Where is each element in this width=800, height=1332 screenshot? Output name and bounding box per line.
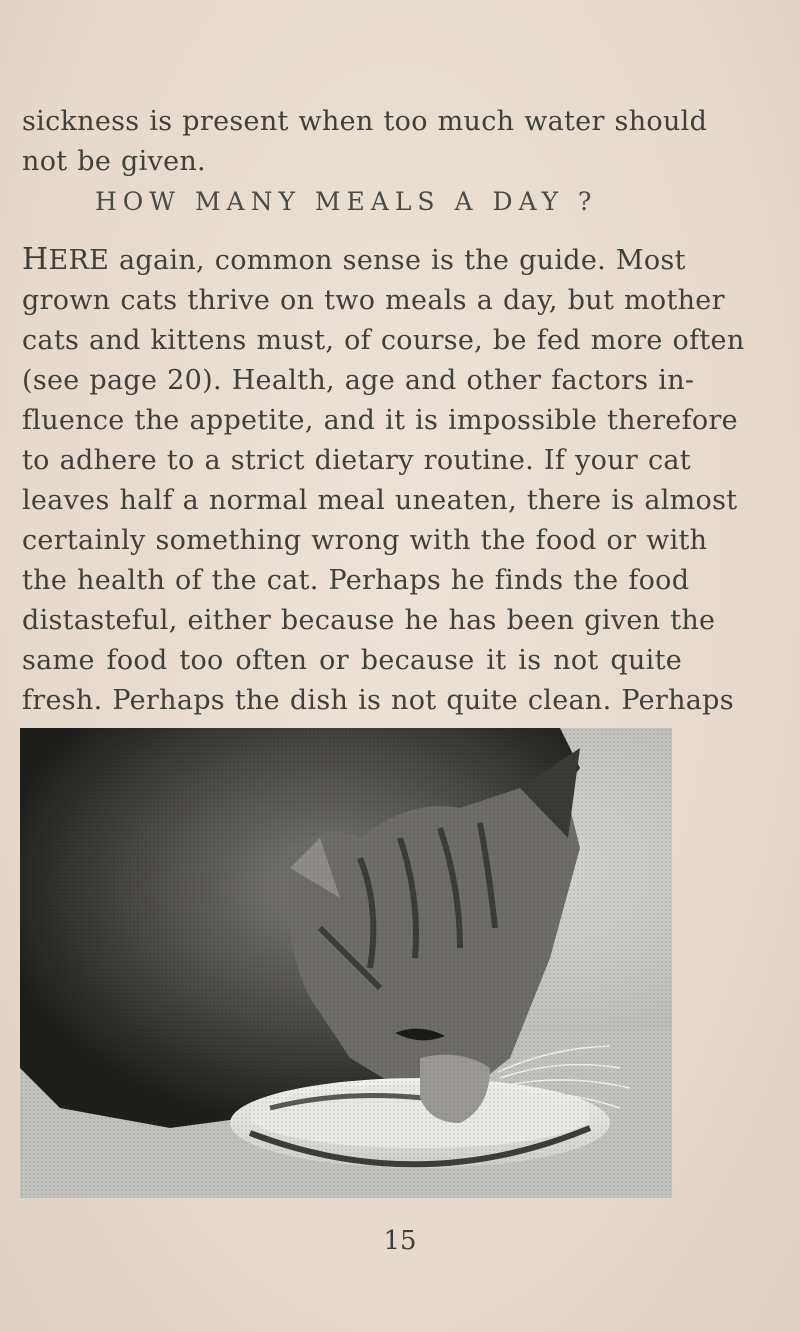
text-line: not be given. [22, 146, 206, 177]
text-line: to adhere to a strict dietary routine. If your cat [22, 445, 691, 476]
text-line: sickness is present when too much water should [22, 106, 708, 137]
halftone-texture [20, 728, 672, 1198]
text-line: cats and kittens must, of course, be fed more often [22, 325, 745, 356]
smallcaps-word: ERE [48, 245, 110, 276]
text-line: distasteful, either because he has been given the [22, 605, 716, 636]
text-line: the health of the cat. Perhaps he finds the food [22, 565, 690, 596]
text-line: fluence the appetite, and it is impossible therefore [22, 405, 738, 436]
text-line: grown cats thrive on two meals a day, but mother [22, 285, 725, 316]
text-line: certainly something wrong with the food or with [22, 525, 708, 556]
page-number: 15 [383, 1226, 417, 1256]
text-line-first [22, 240, 686, 281]
text-line: fresh. Perhaps the dish is not quite clean. Perhaps [22, 685, 734, 716]
section-heading: HOW MANY MEALS A DAY ? [95, 187, 598, 216]
cat-drinking-milk-illustration [20, 728, 672, 1198]
intro-paragraph [22, 102, 708, 182]
text-line: leaves half a normal meal uneaten, there is almost [22, 485, 738, 516]
text-line: (see page 20). Health, age and other factors in- [22, 365, 695, 396]
body-paragraph [22, 240, 745, 721]
cat-photo [20, 728, 672, 1198]
text-line: same food too often or because it is not quite [22, 645, 682, 676]
dropcap-letter: H [22, 242, 49, 277]
first-line-rest: again, common sense is the guide. Most [109, 245, 686, 276]
